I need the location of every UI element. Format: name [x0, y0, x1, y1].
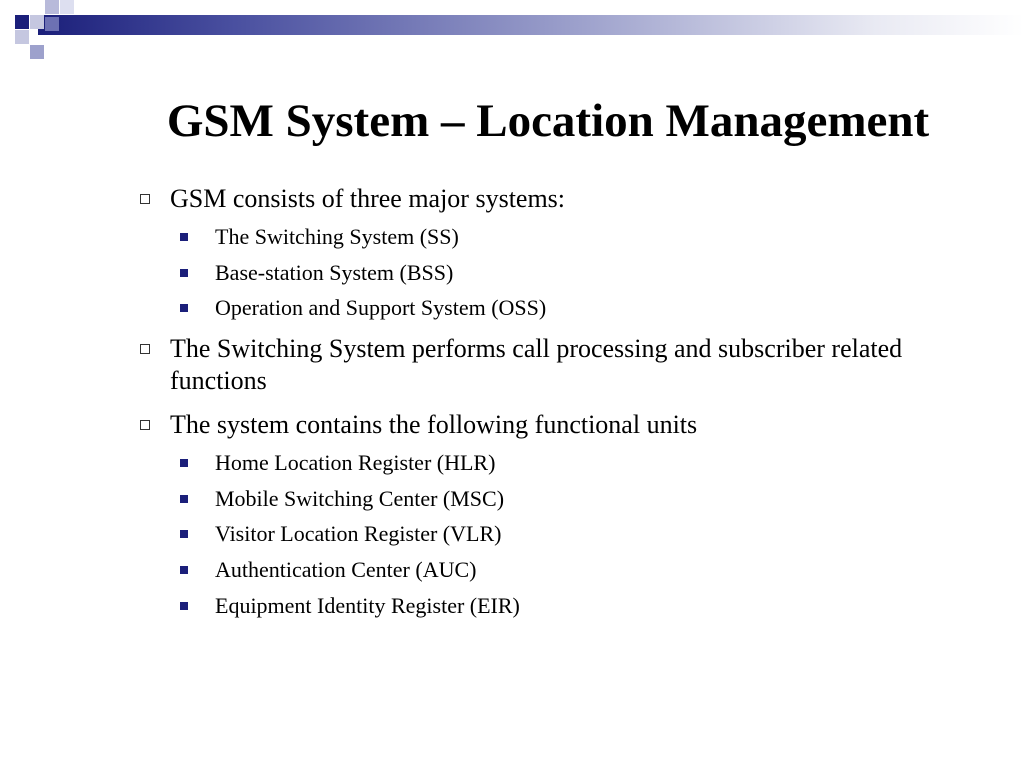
sub-bullet-list — [180, 449, 956, 618]
hollow-square-bullet-icon — [140, 420, 150, 430]
title-gradient-band — [38, 15, 1024, 35]
sub-bullet-text: Mobile Switching Center (MSC) — [215, 485, 505, 511]
corner-square-light — [60, 0, 74, 14]
sub-bullet-item — [180, 485, 956, 512]
corner-square-light — [30, 15, 44, 29]
filled-square-bullet-icon — [180, 495, 188, 503]
bullet-item — [136, 183, 956, 321]
sub-bullet-item — [180, 259, 956, 286]
slide-title: GSM System – Location Management — [166, 95, 930, 148]
filled-square-bullet-icon — [180, 233, 188, 241]
filled-square-bullet-icon — [180, 602, 188, 610]
sub-bullet-text: Visitor Location Register (VLR) — [215, 521, 502, 547]
corner-square-light — [15, 30, 29, 44]
sub-bullet-item — [180, 223, 956, 250]
corner-square-light — [45, 0, 59, 14]
filled-square-bullet-icon — [180, 566, 188, 574]
sub-bullet-item — [180, 592, 956, 619]
sub-bullet-text: The Switching System (SS) — [215, 224, 459, 249]
sub-bullet-item — [180, 449, 956, 476]
corner-square-dark — [15, 15, 29, 29]
sub-bullet-text: Equipment Identity Register (EIR) — [215, 592, 520, 618]
sub-bullet-text: Authentication Center (AUC) — [215, 556, 477, 582]
hollow-square-bullet-icon — [140, 194, 150, 204]
bullet-item — [136, 409, 956, 618]
corner-square-mid — [45, 17, 59, 31]
sub-bullet-item — [180, 556, 956, 583]
bullet-text: GSM consists of three major systems: — [170, 184, 566, 213]
filled-square-bullet-icon — [180, 459, 188, 467]
bullet-list — [136, 183, 956, 619]
filled-square-bullet-icon — [180, 304, 188, 312]
hollow-square-bullet-icon — [140, 344, 150, 354]
filled-square-bullet-icon — [180, 269, 188, 277]
sub-bullet-list — [180, 223, 956, 321]
sub-bullet-item — [180, 294, 956, 321]
sub-bullet-item — [180, 520, 956, 547]
sub-bullet-text: Home Location Register (HLR) — [215, 450, 496, 476]
sub-bullet-text: Base-station System (BSS) — [215, 259, 454, 285]
bullet-text: The system contains the following functional units — [170, 410, 698, 440]
corner-square-mid — [30, 45, 44, 59]
bullet-item — [136, 333, 956, 397]
filled-square-bullet-icon — [180, 530, 188, 538]
bullet-text: The Switching System performs call processing and subscriber related functions — [170, 334, 903, 396]
sub-bullet-text: Operation and Support System (OSS) — [215, 295, 547, 321]
